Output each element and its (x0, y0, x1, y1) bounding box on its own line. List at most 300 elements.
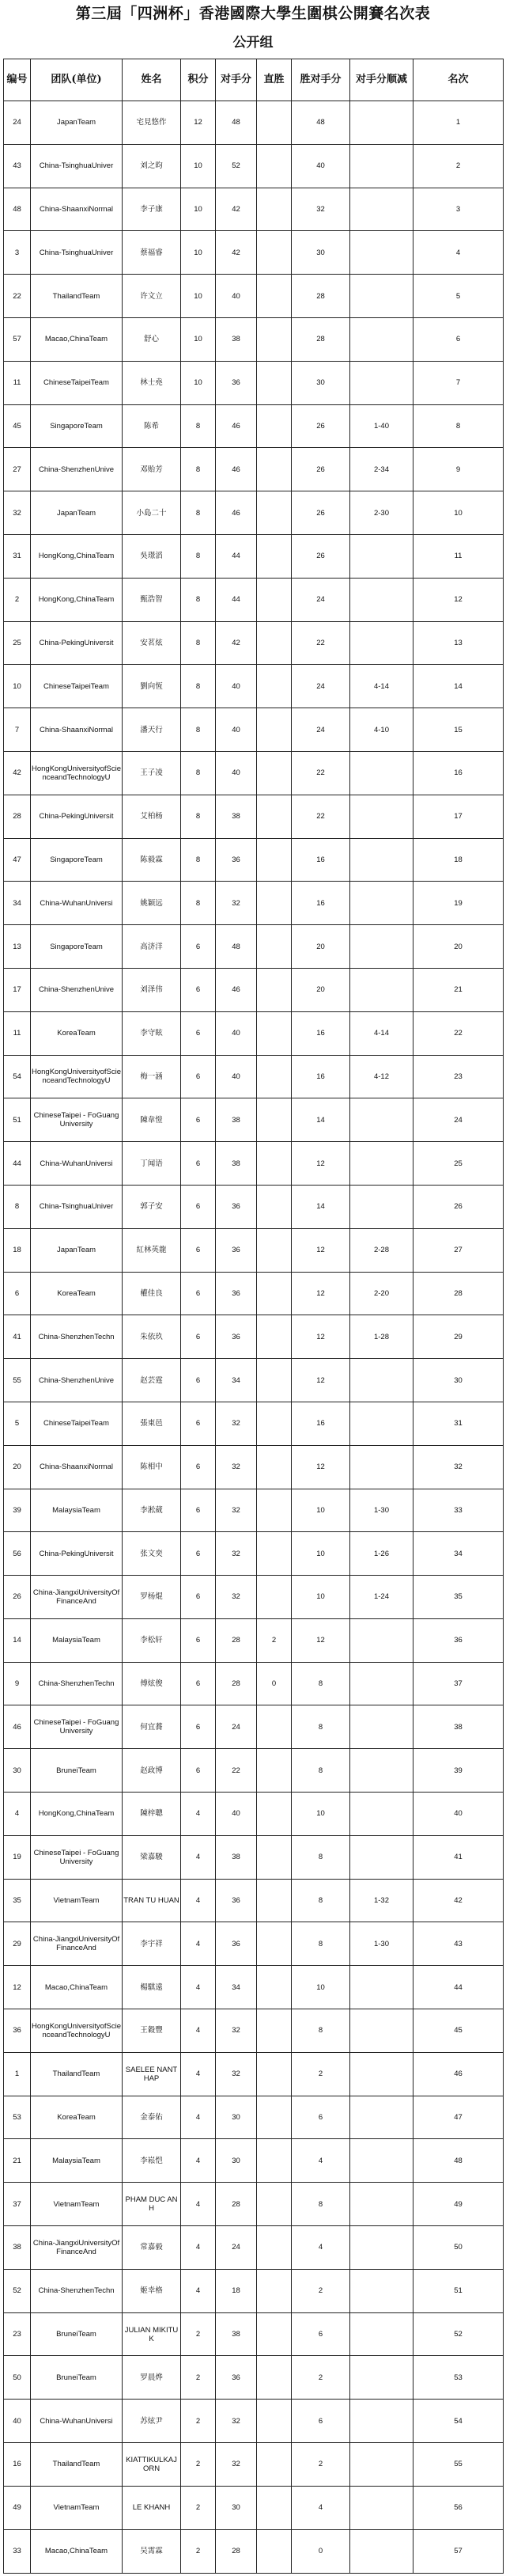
cell-opponent-score-reduced: 4-10 (350, 708, 413, 752)
cell-won-opponent-score: 26 (292, 491, 350, 535)
cell-opponent-score: 28 (216, 2183, 257, 2226)
cell-rank: 42 (413, 1879, 504, 1922)
cell-name: 赵芸霆 (123, 1359, 181, 1402)
cell-id: 46 (4, 1705, 31, 1749)
cell-points: 8 (181, 795, 216, 838)
cell-name: 劉向恆 (123, 665, 181, 708)
cell-opponent-score-reduced (350, 1402, 413, 1445)
cell-id: 17 (4, 968, 31, 1011)
cell-id: 40 (4, 2400, 31, 2443)
cell-rank: 54 (413, 2400, 504, 2443)
cell-opponent-score-reduced (350, 751, 413, 795)
cell-points: 6 (181, 925, 216, 969)
cell-won-opponent-score: 8 (292, 1879, 350, 1922)
cell-team: ThailandTeam (31, 275, 123, 318)
cell-opponent-score: 42 (216, 231, 257, 275)
cell-rank: 38 (413, 1705, 504, 1749)
ranking-table (3, 59, 504, 2574)
cell-id: 25 (4, 621, 31, 665)
cell-rank: 48 (413, 2139, 504, 2183)
table-row (4, 968, 504, 1011)
cell-team: China-JiangxiUniversityOfFinanceAnd (31, 1576, 123, 1619)
table-row (4, 2356, 504, 2400)
cell-won-opponent-score: 8 (292, 1749, 350, 1793)
cell-id: 11 (4, 1011, 31, 1055)
cell-points: 6 (181, 1315, 216, 1359)
cell-direct-win (257, 795, 292, 838)
table-row (4, 925, 504, 969)
cell-direct-win (257, 1445, 292, 1489)
cell-name: 艾柏杨 (123, 795, 181, 838)
cell-opponent-score-reduced (350, 361, 413, 404)
cell-team: MalaysiaTeam (31, 1618, 123, 1662)
cell-won-opponent-score: 8 (292, 1705, 350, 1749)
cell-points: 2 (181, 2356, 216, 2400)
cell-points: 8 (181, 665, 216, 708)
cell-id: 28 (4, 795, 31, 838)
cell-opponent-score: 38 (216, 1142, 257, 1186)
cell-opponent-score-reduced: 1-24 (350, 1576, 413, 1619)
cell-team: China-TsinghuaUniver (31, 144, 123, 188)
cell-direct-win (257, 751, 292, 795)
cell-opponent-score: 36 (216, 1315, 257, 1359)
cell-direct-win (257, 1402, 292, 1445)
cell-points: 8 (181, 838, 216, 882)
table-row (4, 882, 504, 925)
cell-opponent-score-reduced (350, 534, 413, 578)
cell-name: 陈毅霖 (123, 838, 181, 882)
cell-id: 38 (4, 2226, 31, 2270)
cell-name: 吴霄霖 (123, 2529, 181, 2573)
table-row (4, 1835, 504, 1879)
cell-points: 6 (181, 1532, 216, 1576)
header-won-opponent-score: 胜对手分 (292, 59, 350, 101)
cell-won-opponent-score: 12 (292, 1359, 350, 1402)
cell-name: 陳韋愷 (123, 1098, 181, 1142)
cell-opponent-score: 40 (216, 1011, 257, 1055)
cell-opponent-score-reduced (350, 2183, 413, 2226)
cell-opponent-score: 38 (216, 317, 257, 361)
cell-name: 張東邑 (123, 1402, 181, 1445)
cell-points: 10 (181, 317, 216, 361)
cell-rank: 37 (413, 1662, 504, 1705)
table-row (4, 2529, 504, 2573)
cell-won-opponent-score: 0 (292, 2529, 350, 2573)
cell-rank: 7 (413, 361, 504, 404)
cell-opponent-score: 44 (216, 578, 257, 621)
cell-rank: 28 (413, 1272, 504, 1315)
cell-opponent-score: 30 (216, 2139, 257, 2183)
header-name: 姓名 (123, 59, 181, 101)
cell-team: China-ShenzhenTechn (31, 2269, 123, 2312)
cell-team: China-ShenzhenUnive (31, 448, 123, 491)
cell-won-opponent-score: 28 (292, 275, 350, 318)
cell-team: China-WuhanUniversi (31, 1142, 123, 1186)
cell-won-opponent-score: 24 (292, 708, 350, 752)
cell-opponent-score: 46 (216, 448, 257, 491)
cell-team: SingaporeTeam (31, 404, 123, 448)
cell-rank: 1 (413, 101, 504, 145)
cell-direct-win (257, 1966, 292, 2009)
table-row (4, 1618, 504, 1662)
cell-name: 何宜蕎 (123, 1705, 181, 1749)
cell-direct-win (257, 275, 292, 318)
cell-opponent-score: 48 (216, 925, 257, 969)
cell-won-opponent-score: 4 (292, 2226, 350, 2270)
cell-name: 姬幸格 (123, 2269, 181, 2312)
cell-won-opponent-score: 26 (292, 448, 350, 491)
cell-rank: 3 (413, 188, 504, 231)
cell-name: 李宇祥 (123, 1922, 181, 1966)
cell-id: 23 (4, 2312, 31, 2356)
cell-direct-win (257, 1011, 292, 1055)
cell-rank: 27 (413, 1228, 504, 1272)
cell-id: 4 (4, 1793, 31, 1836)
cell-opponent-score-reduced: 2-30 (350, 491, 413, 535)
cell-id: 5 (4, 1402, 31, 1445)
table-row (4, 2486, 504, 2529)
cell-rank: 26 (413, 1185, 504, 1228)
cell-opponent-score: 36 (216, 1272, 257, 1315)
cell-won-opponent-score: 16 (292, 838, 350, 882)
cell-id: 16 (4, 2443, 31, 2487)
cell-won-opponent-score: 22 (292, 621, 350, 665)
cell-id: 8 (4, 1185, 31, 1228)
cell-team: BruneiTeam (31, 2312, 123, 2356)
cell-team: JapanTeam (31, 1228, 123, 1272)
cell-won-opponent-score: 48 (292, 101, 350, 145)
cell-won-opponent-score: 10 (292, 1966, 350, 2009)
cell-name: 邓贻芳 (123, 448, 181, 491)
cell-name: 紅林英龍 (123, 1228, 181, 1272)
cell-opponent-score-reduced (350, 101, 413, 145)
cell-name: 张文奕 (123, 1532, 181, 1576)
cell-rank: 39 (413, 1749, 504, 1793)
table-row (4, 1922, 504, 1966)
cell-opponent-score-reduced (350, 1793, 413, 1836)
cell-opponent-score-reduced (350, 188, 413, 231)
header-id: 编号 (4, 59, 31, 101)
cell-opponent-score: 36 (216, 361, 257, 404)
cell-rank: 40 (413, 1793, 504, 1836)
cell-opponent-score-reduced (350, 1359, 413, 1402)
cell-opponent-score: 40 (216, 275, 257, 318)
cell-opponent-score-reduced (350, 1662, 413, 1705)
cell-opponent-score-reduced (350, 2400, 413, 2443)
cell-points: 10 (181, 231, 216, 275)
cell-id: 51 (4, 1098, 31, 1142)
cell-opponent-score-reduced (350, 578, 413, 621)
table-row (4, 1055, 504, 1098)
cell-direct-win (257, 1228, 292, 1272)
cell-opponent-score-reduced (350, 1749, 413, 1793)
cell-id: 41 (4, 1315, 31, 1359)
cell-direct-win (257, 534, 292, 578)
cell-won-opponent-score: 16 (292, 1055, 350, 1098)
cell-rank: 4 (413, 231, 504, 275)
cell-opponent-score: 28 (216, 1662, 257, 1705)
cell-name: LE KHANH (123, 2486, 181, 2529)
cell-direct-win (257, 2356, 292, 2400)
cell-direct-win (257, 1922, 292, 1966)
cell-team: JapanTeam (31, 101, 123, 145)
cell-team: HongKong,ChinaTeam (31, 578, 123, 621)
cell-rank: 18 (413, 838, 504, 882)
table-row (4, 1272, 504, 1315)
cell-name: 高济洋 (123, 925, 181, 969)
cell-name: 安茗炫 (123, 621, 181, 665)
cell-opponent-score: 40 (216, 708, 257, 752)
cell-points: 6 (181, 1098, 216, 1142)
cell-id: 49 (4, 2486, 31, 2529)
cell-opponent-score-reduced: 2-34 (350, 448, 413, 491)
cell-points: 6 (181, 1011, 216, 1055)
cell-direct-win (257, 1098, 292, 1142)
cell-opponent-score-reduced: 1-32 (350, 1879, 413, 1922)
cell-team: China-WuhanUniversi (31, 882, 123, 925)
cell-direct-win (257, 404, 292, 448)
cell-id: 3 (4, 231, 31, 275)
cell-name: 丁闻语 (123, 1142, 181, 1186)
cell-opponent-score: 40 (216, 665, 257, 708)
cell-won-opponent-score: 12 (292, 1142, 350, 1186)
cell-points: 6 (181, 1705, 216, 1749)
cell-opponent-score: 46 (216, 968, 257, 1011)
cell-won-opponent-score: 20 (292, 968, 350, 1011)
cell-opponent-score-reduced (350, 795, 413, 838)
cell-direct-win (257, 1142, 292, 1186)
cell-points: 2 (181, 2486, 216, 2529)
cell-rank: 10 (413, 491, 504, 535)
cell-points: 8 (181, 578, 216, 621)
cell-won-opponent-score: 2 (292, 2052, 350, 2096)
cell-direct-win (257, 2269, 292, 2312)
cell-opponent-score: 40 (216, 751, 257, 795)
cell-team: Macao,ChinaTeam (31, 2529, 123, 2573)
cell-id: 30 (4, 1749, 31, 1793)
cell-points: 6 (181, 968, 216, 1011)
cell-rank: 46 (413, 2052, 504, 2096)
cell-rank: 43 (413, 1922, 504, 1966)
table-row (4, 2400, 504, 2443)
cell-name: 王穀豐 (123, 2009, 181, 2053)
cell-team: HongKongUniversityofScienceandTechnologyU (31, 2009, 123, 2053)
cell-opponent-score: 42 (216, 621, 257, 665)
cell-points: 4 (181, 1966, 216, 2009)
cell-direct-win (257, 448, 292, 491)
cell-rank: 20 (413, 925, 504, 969)
document-title: 第三屆「四洲杯」香港國際大學生圍棋公開賽名次表 (75, 5, 431, 22)
cell-opponent-score-reduced (350, 144, 413, 188)
table-row (4, 1879, 504, 1922)
cell-name: TRAN TU HUAN (123, 1879, 181, 1922)
cell-points: 8 (181, 882, 216, 925)
cell-team: BruneiTeam (31, 2356, 123, 2400)
cell-direct-win (257, 491, 292, 535)
header-team: 团队(单位) (31, 59, 123, 101)
cell-opponent-score-reduced: 1-40 (350, 404, 413, 448)
cell-won-opponent-score: 4 (292, 2486, 350, 2529)
cell-points: 2 (181, 2400, 216, 2443)
cell-points: 10 (181, 275, 216, 318)
cell-points: 6 (181, 1662, 216, 1705)
cell-opponent-score: 24 (216, 2226, 257, 2270)
cell-opponent-score: 22 (216, 1749, 257, 1793)
cell-won-opponent-score: 2 (292, 2356, 350, 2400)
cell-opponent-score-reduced (350, 838, 413, 882)
table-row (4, 2096, 504, 2139)
cell-direct-win (257, 2529, 292, 2573)
cell-direct-win: 0 (257, 1662, 292, 1705)
cell-id: 56 (4, 1532, 31, 1576)
cell-opponent-score: 32 (216, 1532, 257, 1576)
cell-rank: 2 (413, 144, 504, 188)
cell-opponent-score: 40 (216, 1793, 257, 1836)
cell-opponent-score-reduced (350, 2443, 413, 2487)
cell-won-opponent-score: 24 (292, 578, 350, 621)
cell-id: 53 (4, 2096, 31, 2139)
cell-rank: 34 (413, 1532, 504, 1576)
cell-opponent-score: 38 (216, 1835, 257, 1879)
cell-team: China-PekingUniversit (31, 1532, 123, 1576)
table-row (4, 1011, 504, 1055)
cell-team: SingaporeTeam (31, 925, 123, 969)
cell-opponent-score: 32 (216, 1576, 257, 1619)
cell-name: 陳梓聰 (123, 1793, 181, 1836)
cell-id: 42 (4, 751, 31, 795)
cell-name: 李淞葳 (123, 1489, 181, 1532)
cell-name: 姚颖远 (123, 882, 181, 925)
cell-direct-win (257, 1055, 292, 1098)
cell-won-opponent-score: 22 (292, 751, 350, 795)
cell-opponent-score: 38 (216, 1098, 257, 1142)
cell-direct-win (257, 317, 292, 361)
cell-won-opponent-score: 12 (292, 1315, 350, 1359)
cell-id: 19 (4, 1835, 31, 1879)
cell-opponent-score: 52 (216, 144, 257, 188)
cell-rank: 52 (413, 2312, 504, 2356)
cell-name: 吳璟滔 (123, 534, 181, 578)
cell-team: China-ShaanxiNormal (31, 708, 123, 752)
cell-rank: 33 (413, 1489, 504, 1532)
cell-opponent-score-reduced (350, 1098, 413, 1142)
cell-opponent-score: 32 (216, 1445, 257, 1489)
cell-direct-win (257, 1793, 292, 1836)
cell-won-opponent-score: 2 (292, 2443, 350, 2487)
cell-name: 朱依玖 (123, 1315, 181, 1359)
cell-id: 1 (4, 2052, 31, 2096)
cell-direct-win: 2 (257, 1618, 292, 1662)
cell-team: ChineseTaipei - FoGuangUniversity (31, 1705, 123, 1749)
cell-name: 李松轩 (123, 1618, 181, 1662)
cell-opponent-score: 34 (216, 1359, 257, 1402)
cell-team: MalaysiaTeam (31, 2139, 123, 2183)
cell-opponent-score: 36 (216, 1922, 257, 1966)
cell-direct-win (257, 231, 292, 275)
cell-direct-win (257, 2312, 292, 2356)
cell-points: 6 (181, 1055, 216, 1098)
cell-opponent-score-reduced: 2-28 (350, 1228, 413, 1272)
table-row (4, 1315, 504, 1359)
cell-points: 6 (181, 1402, 216, 1445)
cell-points: 6 (181, 1228, 216, 1272)
cell-opponent-score: 28 (216, 2529, 257, 2573)
cell-id: 6 (4, 1272, 31, 1315)
cell-points: 6 (181, 1576, 216, 1619)
cell-team: China-JiangxiUniversityOfFinanceAnd (31, 1922, 123, 1966)
table-row (4, 2443, 504, 2487)
table-row (4, 491, 504, 535)
cell-team: ChineseTaipeiTeam (31, 1402, 123, 1445)
cell-opponent-score: 32 (216, 2052, 257, 2096)
cell-won-opponent-score: 6 (292, 2312, 350, 2356)
cell-won-opponent-score: 6 (292, 2400, 350, 2443)
cell-name: 郭子安 (123, 1185, 181, 1228)
cell-opponent-score-reduced (350, 2269, 413, 2312)
cell-id: 55 (4, 1359, 31, 1402)
cell-points: 4 (181, 1879, 216, 1922)
cell-team: China-PekingUniversit (31, 621, 123, 665)
cell-won-opponent-score: 26 (292, 404, 350, 448)
cell-direct-win (257, 1185, 292, 1228)
cell-id: 43 (4, 144, 31, 188)
cell-opponent-score: 30 (216, 2486, 257, 2529)
table-row (4, 275, 504, 318)
cell-name: 蔡福睿 (123, 231, 181, 275)
cell-points: 6 (181, 1489, 216, 1532)
cell-rank: 57 (413, 2529, 504, 2573)
cell-opponent-score-reduced: 1-28 (350, 1315, 413, 1359)
cell-won-opponent-score: 10 (292, 1532, 350, 1576)
cell-id: 33 (4, 2529, 31, 2573)
cell-team: ChineseTaipei - FoGuangUniversity (31, 1835, 123, 1879)
cell-opponent-score: 30 (216, 2096, 257, 2139)
cell-direct-win (257, 925, 292, 969)
cell-points: 8 (181, 491, 216, 535)
cell-points: 4 (181, 2226, 216, 2270)
cell-name: 宅見悠作 (123, 101, 181, 145)
cell-team: China-ShenzhenUnive (31, 968, 123, 1011)
cell-name: 小島二十 (123, 491, 181, 535)
cell-direct-win (257, 2183, 292, 2226)
table-row (4, 231, 504, 275)
cell-name: 陈相中 (123, 1445, 181, 1489)
cell-team: VietnamTeam (31, 2183, 123, 2226)
cell-points: 8 (181, 708, 216, 752)
cell-team: ChineseTaipeiTeam (31, 361, 123, 404)
table-row (4, 1705, 504, 1749)
cell-points: 2 (181, 2529, 216, 2573)
table-row (4, 101, 504, 145)
cell-id: 26 (4, 1576, 31, 1619)
cell-points: 2 (181, 2443, 216, 2487)
table-row (4, 751, 504, 795)
cell-id: 7 (4, 708, 31, 752)
cell-points: 2 (181, 2312, 216, 2356)
cell-direct-win (257, 2226, 292, 2270)
cell-id: 32 (4, 491, 31, 535)
cell-points: 8 (181, 534, 216, 578)
cell-team: ChineseTaipei - FoGuangUniversity (31, 1098, 123, 1142)
cell-id: 11 (4, 361, 31, 404)
cell-id: 54 (4, 1055, 31, 1098)
cell-id: 18 (4, 1228, 31, 1272)
cell-opponent-score-reduced (350, 1966, 413, 2009)
cell-won-opponent-score: 8 (292, 2009, 350, 2053)
cell-id: 9 (4, 1662, 31, 1705)
cell-opponent-score-reduced (350, 2096, 413, 2139)
cell-opponent-score: 40 (216, 1055, 257, 1098)
